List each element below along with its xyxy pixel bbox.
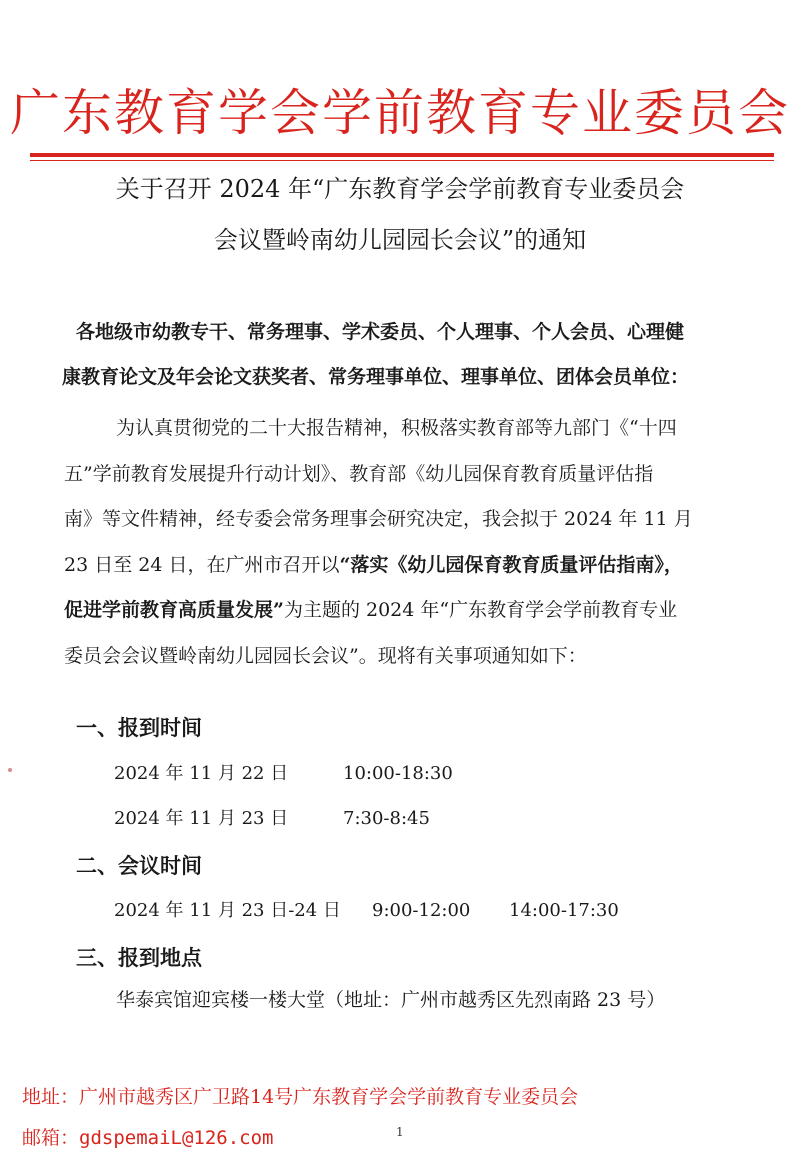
section-heading-registration-time: 一、报到时间 — [76, 715, 202, 740]
section-heading-registration-location: 三、报到地点 — [76, 945, 202, 970]
meeting-time-afternoon: 14:00-17:30 — [509, 900, 619, 921]
meeting-theme-part-2: 促进学前教育高质量发展” — [64, 599, 284, 621]
registration-time-1: 10:00-18:30 — [343, 763, 453, 784]
meeting-theme-part-1: “落实《幼儿园保育教育质量评估指南》， — [339, 554, 683, 576]
body-line-2: 五”学前教育发展提升行动计划》、教育部《幼儿园保育教育质量评估指 — [64, 463, 654, 485]
registration-date-1: 2024 年 11 月 22 日 — [114, 763, 289, 784]
body-line-6: 委员会会议暨岭南幼儿园园长会议”。现将有关事项通知如下： — [64, 645, 587, 667]
section-heading-meeting-time: 二、会议时间 — [76, 853, 202, 878]
meeting-dates: 2024 年 11 月 23 日-24 日 — [114, 900, 341, 921]
footer-address: 地址：广州市越秀区广卫路14号广东教育学会学前教育专业委员会 — [22, 1086, 579, 1108]
page-number: 1 — [396, 1125, 404, 1139]
body-line-3: 南》等文件精神，经专委会常务理事会研究决定，我会拟于 2024 年 11 月 — [64, 508, 693, 530]
registration-date-2: 2024 年 11 月 23 日 — [114, 808, 289, 829]
meeting-time-morning: 9:00-12:00 — [372, 900, 471, 921]
recipients-line-1: 各地级市幼教专干、常务理事、学术委员、个人理事、个人会员、心理健 — [76, 321, 685, 343]
registration-location: 华泰宾馆迎宾楼一楼大堂（地址：广州市越秀区先烈南路 23 号） — [116, 989, 666, 1011]
body-line-4-prefix: 23 日至 24 日，在广州市召开以 — [64, 554, 340, 576]
recipients-line-2: 康教育论文及年会论文获奖者、常务理事单位、理事单位、团体会员单位： — [62, 366, 690, 388]
organization-letterhead: 广东教育学会学前教育专业委员会 — [10, 84, 790, 142]
scan-speck — [8, 768, 12, 772]
body-line-1: 为认真贯彻党的二十大报告精神，积极落实教育部等九部门《“十四 — [116, 417, 677, 439]
letterhead-divider-thick — [30, 153, 774, 157]
footer-email-line — [22, 1124, 273, 1152]
document-title-line-1: 关于召开 2024 年“广东教育学会学前教育专业委员会 — [115, 175, 685, 203]
body-line-5 — [64, 596, 677, 624]
registration-time-2: 7:30-8:45 — [343, 808, 430, 829]
body-line-5-suffix: 为主题的 2024 年“广东教育学会学前教育专业 — [283, 599, 678, 621]
footer-email-label: 邮箱： — [22, 1127, 80, 1149]
footer-email-address: gdspemaiL@126.com — [79, 1127, 274, 1149]
body-line-4 — [64, 551, 683, 579]
letterhead-divider-thin — [30, 160, 774, 161]
document-title-line-2: 会议暨岭南幼儿园园长会议”的通知 — [213, 226, 587, 254]
